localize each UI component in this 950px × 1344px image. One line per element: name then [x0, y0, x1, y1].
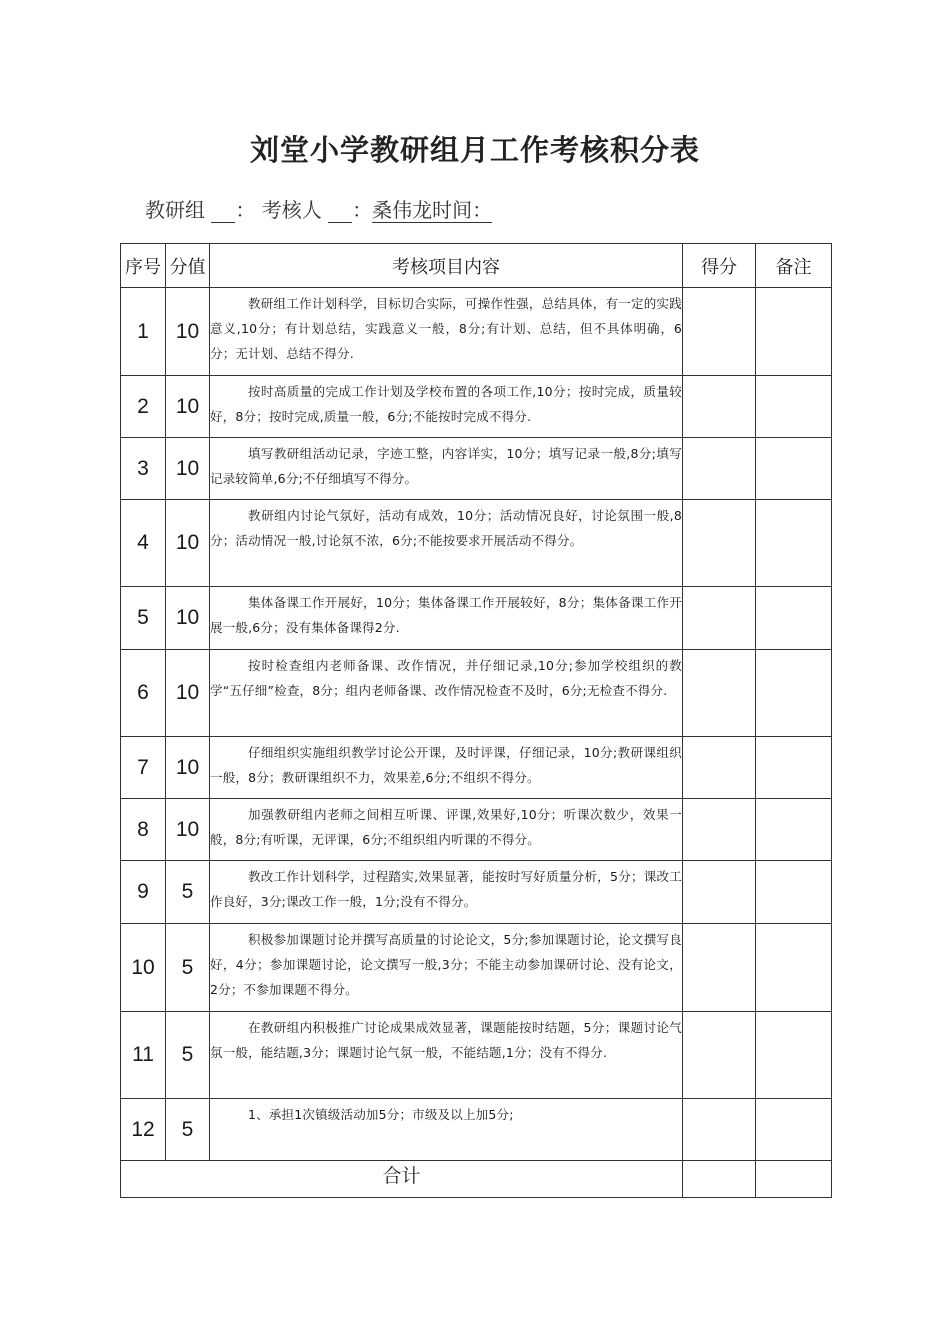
- score-cell[interactable]: [683, 376, 756, 438]
- row-content: [210, 924, 683, 1012]
- total-score-cell[interactable]: [683, 1161, 756, 1198]
- row-content-text: 教研组内讨论气氛好，活动有成效，10分；活动情况良好，讨论氛围一般,8分；活动情况一般,讨论氛不浓，6分;不能按要求开展活动不得分。: [210, 508, 682, 548]
- score-cell[interactable]: [683, 799, 756, 861]
- note-cell[interactable]: [756, 1012, 832, 1099]
- row-content: [210, 1099, 683, 1161]
- table-row: [121, 1099, 832, 1161]
- score-cell[interactable]: [683, 737, 756, 799]
- score-cell[interactable]: [683, 288, 756, 376]
- assessor-label: 考核人: [261, 198, 322, 222]
- row-index: 9: [121, 861, 166, 924]
- note-cell[interactable]: [756, 799, 832, 861]
- total-label: 合计: [121, 1161, 683, 1198]
- note-cell[interactable]: [756, 376, 832, 438]
- row-index: 3: [121, 438, 166, 500]
- table-row: [121, 376, 832, 438]
- table-row: [121, 288, 832, 376]
- row-points: 10: [166, 288, 210, 376]
- total-note-cell[interactable]: [756, 1161, 832, 1198]
- row-points: 10: [166, 500, 210, 587]
- row-index: 4: [121, 500, 166, 587]
- row-content-text: 加强教研组内老师之间相互听课、评课,效果好,10分；听课次数少，效果一般，8分;有听课，无评课，6分;不组织组内听课的不得分。: [210, 807, 682, 847]
- row-points: 5: [166, 1012, 210, 1099]
- table-row: [121, 1012, 832, 1099]
- separator: ：: [235, 198, 256, 222]
- table-row: [121, 924, 832, 1012]
- note-cell[interactable]: [756, 438, 832, 500]
- header-points: 分值: [166, 244, 210, 288]
- time-label: 时间：: [432, 198, 493, 222]
- row-index: 5: [121, 587, 166, 650]
- score-cell[interactable]: [683, 650, 756, 737]
- row-content: [210, 650, 683, 737]
- table-row: [121, 438, 832, 500]
- group-label: 教研组: [145, 198, 205, 222]
- row-content-text: 在教研组内积极推广讨论成果成效显著，课题能按时结题，5分；课题讨论气氛一般，能结题,3分；课题讨论气氛一般，不能结题,1分；没有不得分.: [210, 1020, 682, 1060]
- note-cell[interactable]: [756, 288, 832, 376]
- row-points: 10: [166, 799, 210, 861]
- note-cell[interactable]: [756, 650, 832, 737]
- table-header-row: [121, 244, 832, 288]
- note-cell[interactable]: [756, 924, 832, 1012]
- score-cell[interactable]: [683, 861, 756, 924]
- row-content-text: 按时检查组内老师备课、改作情况，并仔细记录,10分;参加学校组织的教学“五仔细”检查，8分；组内老师备课、改作情况检查不及时，6分;无检查不得分.: [210, 658, 682, 698]
- row-index: 6: [121, 650, 166, 737]
- row-points: 10: [166, 737, 210, 799]
- score-cell[interactable]: [683, 587, 756, 650]
- table-row: [121, 737, 832, 799]
- header-content: 考核项目内容: [210, 244, 683, 288]
- row-content: [210, 500, 683, 587]
- table-row: [121, 587, 832, 650]
- score-cell[interactable]: [683, 1012, 756, 1099]
- row-content-text: 仔细组织实施组织教学讨论公开课，及时评课，仔细记录，10分;教研课组织一般，8分；教研课组织不力，效果差,6分;不组织不得分。: [210, 745, 682, 785]
- note-cell[interactable]: [756, 587, 832, 650]
- note-cell[interactable]: [756, 1099, 832, 1161]
- row-index: 10: [121, 924, 166, 1012]
- note-cell[interactable]: [756, 500, 832, 587]
- row-content: [210, 861, 683, 924]
- row-index: 2: [121, 376, 166, 438]
- note-cell[interactable]: [756, 737, 832, 799]
- row-content-text: 填写教研组活动记录，字迹工整，内容详实，10分；填写记录一般,8分;填写记录较简单,6分;不仔细填写不得分。: [210, 446, 682, 486]
- row-index: 1: [121, 288, 166, 376]
- row-points: 5: [166, 1099, 210, 1161]
- row-content: [210, 288, 683, 376]
- score-cell[interactable]: [683, 500, 756, 587]
- table-row: [121, 650, 832, 737]
- score-table: [120, 243, 832, 1198]
- assessor-name: 桑伟龙: [372, 198, 433, 222]
- row-content: [210, 376, 683, 438]
- row-points: 5: [166, 861, 210, 924]
- header-score: 得分: [683, 244, 756, 288]
- header-index: 序号: [121, 244, 166, 288]
- table-row: [121, 799, 832, 861]
- row-points: 10: [166, 587, 210, 650]
- row-points: 10: [166, 650, 210, 737]
- header-info-line: [145, 194, 492, 223]
- row-content: [210, 799, 683, 861]
- row-points: 10: [166, 376, 210, 438]
- row-content-text: 教改工作计划科学，过程踏实,效果显著，能按时写好质量分析，5分；课改工作良好，3分;课改工作一般，1分;没有不得分。: [210, 869, 682, 909]
- group-blank: [211, 202, 235, 223]
- row-content: [210, 737, 683, 799]
- row-index: 11: [121, 1012, 166, 1099]
- row-index: 8: [121, 799, 166, 861]
- row-content-text: 教研组工作计划科学，目标切合实际，可操作性强，总结具体，有一定的实践意义,10分；有计划总结，实践意义一般，8分;有计划、总结，但不具体明确，6分；无计划、总结不得分.: [210, 296, 682, 361]
- note-cell[interactable]: [756, 861, 832, 924]
- row-index: 7: [121, 737, 166, 799]
- total-row: [121, 1161, 832, 1198]
- row-content: [210, 587, 683, 650]
- row-content-text: 集体备课工作开展好，10分；集体备课工作开展较好，8分；集体备课工作开展一般,6分；没有集体备课得2分.: [210, 595, 682, 635]
- row-index: 12: [121, 1099, 166, 1161]
- row-content: [210, 438, 683, 500]
- page-title: 刘堂小学教研组月工作考核积分表: [249, 133, 700, 167]
- table-row: [121, 500, 832, 587]
- row-content-text: 1、承担1次镇级活动加5分；市级及以上加5分;: [248, 1107, 514, 1122]
- row-points: 5: [166, 924, 210, 1012]
- score-cell[interactable]: [683, 1099, 756, 1161]
- separator: ：: [352, 198, 373, 222]
- row-content: [210, 1012, 683, 1099]
- row-points: 10: [166, 438, 210, 500]
- table-row: [121, 861, 832, 924]
- score-cell[interactable]: [683, 438, 756, 500]
- score-cell[interactable]: [683, 924, 756, 1012]
- row-content-text: 积极参加课题讨论并撰写高质量的讨论论文，5分;参加课题讨论，论文撰写良好，4分；参加课题讨论，论文撰写一般,3分；不能主动参加课研讨论、没有论文，2分；不参加课题不得分。: [210, 932, 682, 997]
- row-content-text: 按时高质量的完成工作计划及学校布置的各项工作,10分；按时完成，质量较好，8分；按时完成,质量一般，6分;不能按时完成不得分.: [210, 384, 682, 424]
- assessor-blank: [328, 202, 352, 223]
- header-note: 备注: [756, 244, 832, 288]
